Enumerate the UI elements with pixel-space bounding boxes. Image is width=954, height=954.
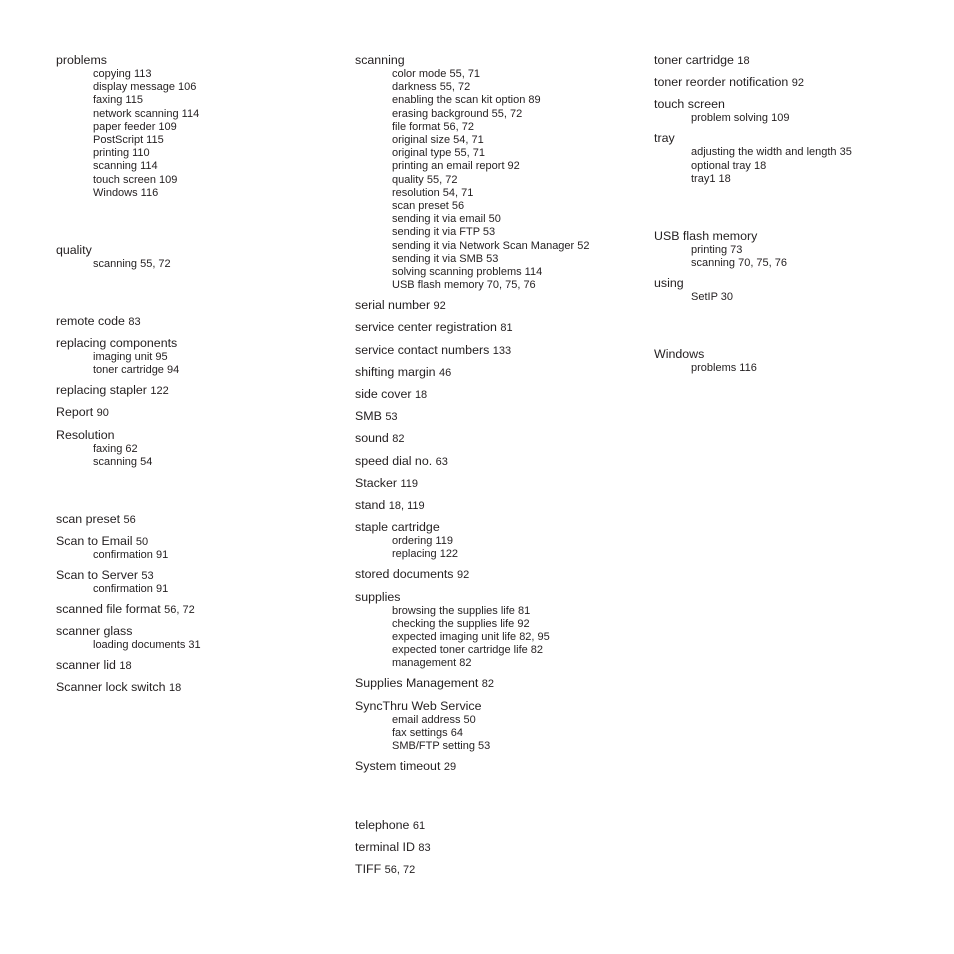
- index-term: System timeout: [355, 758, 441, 773]
- index-term: service contact numbers: [355, 342, 490, 357]
- index-column-2: [355, 52, 635, 884]
- index-term-line: [654, 228, 934, 244]
- index-term: Scan to Server: [56, 567, 138, 582]
- index-term: toner reorder notification: [654, 75, 789, 90]
- index-term: staple cartridge: [355, 520, 440, 535]
- index-term: touch screen: [654, 97, 725, 112]
- index-subentry[interactable]: ordering 119: [392, 535, 453, 548]
- index-subentry[interactable]: display message 106: [93, 81, 197, 94]
- index-term-line: [355, 475, 635, 491]
- index-page-numbers[interactable]: 81: [500, 322, 513, 335]
- index-subentry[interactable]: replacing 122: [392, 548, 459, 561]
- index-entry: [56, 242, 336, 271]
- index-term-line: [56, 242, 336, 258]
- index-page-numbers[interactable]: 133: [492, 344, 512, 357]
- index-term-line: [355, 839, 635, 855]
- index-term-line: [56, 567, 336, 583]
- index-page-numbers[interactable]: 50: [135, 535, 149, 548]
- index-page-numbers[interactable]: 29: [443, 760, 457, 773]
- index-term-line: [56, 52, 336, 68]
- index-term-line: [56, 511, 336, 527]
- index-entry: [654, 346, 934, 375]
- index-subentry[interactable]: printing 73: [691, 243, 743, 256]
- index-subentry[interactable]: checking the supplies life 92: [392, 617, 530, 630]
- index-term-line: [355, 408, 635, 424]
- index-page-numbers[interactable]: 82: [481, 678, 494, 691]
- index-subentry[interactable]: printing an email report 92: [392, 160, 520, 173]
- index-subentry[interactable]: network scanning 114: [93, 107, 200, 120]
- index-term: problems: [56, 53, 107, 67]
- index-term-line: [355, 319, 635, 335]
- index-subentry[interactable]: printing 110: [93, 147, 150, 160]
- index-subentry[interactable]: problems 116: [691, 361, 757, 374]
- index-entry: [355, 475, 635, 491]
- index-entry: [355, 52, 635, 292]
- index-column-3: [654, 52, 934, 380]
- index-subentry[interactable]: sending it via FTP 53: [392, 226, 496, 239]
- index-page-numbers[interactable]: 82: [392, 433, 405, 446]
- index-entry: [355, 497, 635, 513]
- index-term: shifting margin: [355, 364, 436, 379]
- index-term-line: [654, 96, 934, 112]
- index-page-numbers[interactable]: 92: [791, 77, 805, 90]
- index-entry: [56, 52, 336, 200]
- index-column-1: [56, 52, 336, 702]
- index-page-numbers[interactable]: 92: [433, 300, 446, 313]
- index-entry: [355, 519, 635, 561]
- index-entry: [56, 335, 336, 377]
- index-term-line: [56, 623, 336, 639]
- index-subentry[interactable]: adjusting the width and length 35: [691, 146, 852, 159]
- index-entry: [355, 861, 635, 877]
- index-term: scanner glass: [56, 624, 133, 639]
- index-term: side cover: [355, 387, 412, 401]
- index-term-line: [355, 519, 635, 535]
- index-subentry[interactable]: scan preset 56: [392, 200, 465, 213]
- index-term: toner cartridge: [654, 53, 734, 67]
- index-entry: [654, 96, 934, 125]
- index-subentry[interactable]: erasing background 55, 72: [392, 107, 523, 120]
- index-entry: [56, 511, 336, 527]
- index-subentry[interactable]: original type 55, 71: [392, 147, 485, 160]
- index-page-numbers[interactable]: 83: [418, 842, 431, 855]
- index-term-line: [355, 386, 635, 402]
- index-term-line: [654, 52, 934, 68]
- index-subentry[interactable]: original size 54, 71: [392, 134, 484, 147]
- index-term-line: [355, 364, 635, 380]
- index-term: Report: [56, 405, 94, 420]
- index-entry: [355, 589, 635, 671]
- index-subentry[interactable]: sending it via Network Scan Manager 52: [392, 239, 590, 252]
- index-subentry[interactable]: paper feeder 109: [93, 120, 177, 133]
- section-gap: [355, 780, 635, 817]
- index-page-numbers[interactable]: 53: [385, 411, 398, 424]
- index-term-line: [355, 698, 635, 714]
- index-subentry[interactable]: optional tray 18: [691, 159, 767, 172]
- index-subentry[interactable]: sending it via SMB 53: [392, 252, 499, 265]
- section-gap: [56, 205, 336, 242]
- index-entry: [654, 74, 934, 90]
- index-term: stored documents: [355, 567, 454, 582]
- index-term: scanned file format: [56, 601, 161, 616]
- index-page-numbers[interactable]: 18: [168, 682, 182, 695]
- index-subentry[interactable]: faxing 62: [93, 442, 138, 455]
- index-entry: [355, 342, 635, 358]
- index-subentry[interactable]: browsing the supplies life 81: [392, 604, 531, 617]
- index-term-line: [355, 566, 635, 582]
- index-term-line: [355, 342, 635, 358]
- index-term: speed dial no.: [355, 453, 433, 468]
- index-subentry[interactable]: scanning 55, 72: [93, 257, 171, 270]
- index-page-numbers[interactable]: 92: [456, 569, 470, 582]
- index-page-numbers[interactable]: 119: [400, 477, 419, 490]
- index-subentry[interactable]: loading documents 31: [93, 639, 201, 652]
- index-entry: [56, 313, 336, 329]
- section-gap: [654, 309, 934, 346]
- index-subentry[interactable]: quality 55, 72: [392, 173, 458, 186]
- index-subentry[interactable]: resolution 54, 71: [392, 186, 474, 199]
- index-entry: [355, 839, 635, 855]
- index-term-line: [654, 346, 934, 362]
- index-term: Scanner lock switch: [56, 680, 166, 695]
- index-term: telephone: [355, 818, 410, 833]
- index-subentry[interactable]: faxing 115: [93, 94, 143, 107]
- index-entry: [654, 275, 934, 304]
- index-entry: [56, 427, 336, 469]
- index-page-numbers[interactable]: 122: [150, 385, 169, 398]
- index-subentry[interactable]: touch screen 109: [93, 173, 178, 186]
- index-subentry[interactable]: file format 56, 72: [392, 120, 474, 133]
- index-term-line: [355, 861, 635, 877]
- index-term: replacing components: [56, 336, 178, 351]
- index-subentry[interactable]: darkness 55, 72: [392, 81, 471, 94]
- index-entry: [56, 567, 336, 596]
- index-term-line: [355, 497, 635, 513]
- index-page-numbers[interactable]: 18: [737, 55, 750, 67]
- index-entry: [355, 386, 635, 402]
- index-term-line: [355, 758, 635, 774]
- index-subentry[interactable]: fax settings 64: [392, 726, 463, 739]
- section-gap: [56, 276, 336, 313]
- index-term: Resolution: [56, 427, 115, 442]
- index-subentry[interactable]: copying 113: [93, 68, 152, 80]
- index-term: supplies: [355, 589, 401, 604]
- index-subentry[interactable]: confirmation 91: [93, 548, 169, 561]
- index-term: terminal ID: [355, 840, 415, 855]
- index-page-numbers[interactable]: 53: [141, 569, 154, 582]
- index-term-line: [355, 430, 635, 446]
- index-term-line: [56, 382, 336, 398]
- index-entry: [355, 698, 635, 754]
- index-subentry[interactable]: sending it via email 50: [392, 213, 501, 226]
- index-entry: [56, 601, 336, 617]
- index-term-line: [56, 533, 336, 549]
- index-term-line: [56, 601, 336, 617]
- index-term: scanner lid: [56, 658, 116, 673]
- index-term-line: [355, 297, 635, 313]
- index-subentry[interactable]: scanning 70, 75, 76: [691, 256, 788, 269]
- index-entry: [355, 675, 635, 691]
- index-term: serial number: [355, 298, 431, 313]
- index-term: SMB: [355, 409, 382, 424]
- index-entry: [355, 817, 635, 833]
- index-term-line: [56, 657, 336, 673]
- index-page-numbers[interactable]: 46: [439, 366, 452, 379]
- index-term: Stacker: [355, 475, 398, 490]
- index-term: SyncThru Web Service: [355, 698, 482, 713]
- index-term: stand: [355, 497, 386, 512]
- index-subentry[interactable]: USB flash memory 70, 75, 76: [392, 279, 536, 292]
- index-page-numbers[interactable]: 18: [119, 660, 132, 673]
- index-term: using: [654, 275, 684, 290]
- index-page-numbers[interactable]: 83: [128, 315, 141, 328]
- index-subentry[interactable]: imaging unit 95: [93, 351, 168, 364]
- index-page-numbers[interactable]: 61: [412, 820, 426, 833]
- index-entry: [355, 297, 635, 313]
- index-entry: [56, 657, 336, 673]
- index-term: USB flash memory: [654, 228, 758, 243]
- index-subentry[interactable]: PostScript 115: [93, 134, 164, 147]
- index-page-numbers[interactable]: 56, 72: [384, 864, 416, 877]
- index-term: TIFF: [355, 862, 382, 877]
- index-entry: [355, 408, 635, 424]
- index-entry: [355, 453, 635, 469]
- index-entry: [355, 319, 635, 335]
- index-entry: [654, 130, 934, 186]
- index-subentry[interactable]: tray1 18: [691, 172, 731, 185]
- index-term-line: [654, 74, 934, 90]
- index-entry: [654, 52, 934, 68]
- index-term: scan preset: [56, 511, 121, 526]
- index-subentry[interactable]: color mode 55, 71: [392, 68, 481, 80]
- section-gap: [654, 191, 934, 228]
- index-term-line: [355, 52, 635, 68]
- index-page-numbers[interactable]: 56, 72: [164, 603, 195, 616]
- index-entry: [56, 404, 336, 420]
- index-entry: [355, 430, 635, 446]
- index-page-numbers[interactable]: 56: [123, 513, 136, 526]
- index-subentry[interactable]: confirmation 91: [93, 582, 169, 595]
- index-entry: [56, 679, 336, 695]
- index-term: scanning: [355, 53, 405, 67]
- index-term-line: [56, 313, 336, 329]
- index-term: tray: [654, 131, 675, 146]
- index-term: Scan to Email: [56, 533, 133, 548]
- index-term-line: [56, 335, 336, 351]
- index-entry: [355, 758, 635, 774]
- index-term-line: [56, 404, 336, 420]
- index-term: sound: [355, 431, 389, 446]
- index-term: service center registration: [355, 320, 497, 335]
- index-term: replacing stapler: [56, 383, 147, 398]
- index-subentry[interactable]: SetIP 30: [691, 290, 733, 303]
- index-subentry[interactable]: email address 50: [392, 713, 476, 726]
- index-term-line: [56, 679, 336, 695]
- index-entry: [654, 228, 934, 270]
- index-term: remote code: [56, 313, 125, 328]
- index-subentry[interactable]: solving scanning problems 114: [392, 266, 543, 279]
- index-subentry[interactable]: problem solving 109: [691, 112, 790, 125]
- index-term-line: [355, 675, 635, 691]
- index-entry: [355, 566, 635, 582]
- index-term-line: [355, 589, 635, 605]
- index-subentry[interactable]: toner cartridge 94: [93, 364, 180, 377]
- index-subentry[interactable]: expected imaging unit life 82, 95: [392, 630, 550, 643]
- index-page-numbers[interactable]: 63: [435, 455, 448, 468]
- index-term: Windows: [654, 346, 705, 361]
- index-term-line: [56, 427, 336, 443]
- index-subentry[interactable]: expected toner cartridge life 82: [392, 644, 544, 657]
- index-subentry[interactable]: SMB/FTP setting 53: [392, 739, 491, 752]
- index-term: Supplies Management: [355, 676, 479, 691]
- index-page-numbers[interactable]: 18: [414, 389, 428, 401]
- index-subentry[interactable]: enabling the scan kit option 89: [392, 94, 541, 107]
- index-subentry[interactable]: scanning 54: [93, 455, 153, 468]
- section-gap: [56, 474, 336, 511]
- index-entry: [56, 382, 336, 398]
- index-term-line: [355, 453, 635, 469]
- index-entry: [56, 533, 336, 562]
- index-subentry[interactable]: Windows 116: [93, 186, 159, 199]
- index-page-numbers[interactable]: 18, 119: [388, 499, 425, 512]
- index-term-line: [654, 130, 934, 146]
- index-subentry[interactable]: scanning 114: [93, 160, 158, 173]
- index-entry: [355, 364, 635, 380]
- index-subentry[interactable]: management 82: [392, 657, 472, 670]
- index-page-numbers[interactable]: 90: [96, 407, 109, 420]
- index-entry: [56, 623, 336, 652]
- index-term-line: [654, 275, 934, 291]
- index-term-line: [355, 817, 635, 833]
- index-term: quality: [56, 242, 92, 257]
